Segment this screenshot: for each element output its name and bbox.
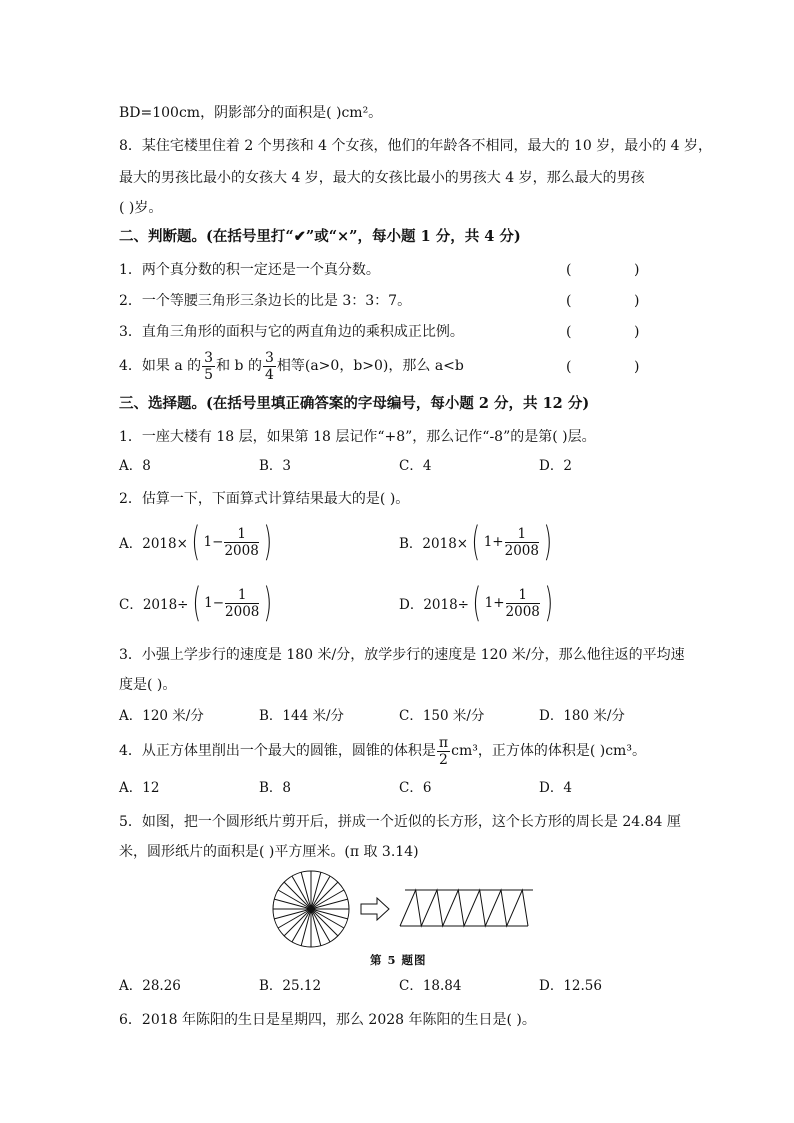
answer-paren-open: (: [566, 293, 572, 309]
answer-paren-open: (: [566, 324, 572, 340]
rearranged-rectangle-icon: [400, 890, 533, 926]
denominator: 2: [439, 751, 448, 768]
judge-q4: [119, 348, 464, 384]
choice-q3-line-1: 3．小强上学步行的速度是 180 米/分，放学步行的速度是 120 米/分，那么他往返的平均速: [119, 647, 685, 663]
denominator: 2008: [504, 542, 539, 559]
option-a: A．120 米/分: [119, 708, 204, 724]
fraction: [225, 587, 259, 620]
option-d: D．4: [539, 780, 572, 796]
judge-q4-suffix: 相等(a>0，b>0)，那么 a<b: [276, 358, 464, 374]
option-a: A．12: [119, 780, 160, 796]
judge-q1: 1．两个真分数的积一定还是一个真分数。: [119, 262, 380, 278]
numerator: 1: [506, 587, 540, 604]
judge-q4-prefix: 4．如果 a 的: [119, 358, 202, 374]
numerator: 1: [225, 587, 259, 604]
choice-q6: 6．2018 年陈阳的生日是星期四，那么 2028 年陈阳的生日是( )。: [119, 1012, 536, 1028]
option-c: C．6: [399, 780, 432, 796]
section-2-title: 二、判断题。(在括号里打“✔”或“×”，每小题 1 分，共 4 分): [119, 228, 521, 245]
denominator: 4: [264, 366, 274, 383]
choice-q1: 1．一座大楼有 18 层，如果第 18 层记作“+8”，那么记作“-8”的是第( )层。: [119, 429, 596, 445]
right-paren: ): [263, 580, 273, 626]
numerator: 1: [224, 526, 258, 543]
fraction: [505, 526, 539, 559]
right-paren: ): [263, 519, 272, 565]
choice-q3-line-2: 度是( )。: [119, 677, 177, 693]
choice-q5-line-1: 5．如图，把一个圆形纸片剪开后，拼成一个近似的长方形，这个长方形的周长是 24.84 厘: [119, 814, 681, 830]
right-arrow-icon: [361, 898, 389, 920]
question-5-figure: [265, 868, 540, 950]
answer-paren-close: ): [634, 324, 640, 340]
option-label: C．2018÷: [119, 597, 189, 613]
option-d: D．180 米/分: [539, 708, 625, 724]
question-8-line-2: 最大的男孩比最小的女孩大 4 岁，最大的女孩比最小的男孩大 4 岁，那么最大的男孩: [119, 170, 645, 186]
option-a: A．28.26: [119, 978, 181, 994]
judge-q3: 3．直角三角形的面积与它的两直角边的乘积成正比例。: [119, 324, 464, 340]
option-b: B．8: [259, 780, 292, 796]
text-line: BD=100cm，阴影部分的面积是( )cm²。: [119, 105, 383, 121]
choice-q4-suffix: cm³，正方体的体积是( )cm³。: [451, 743, 646, 759]
choice-q2: 2．估算一下，下面算式计算结果最大的是( )。: [119, 491, 410, 507]
answer-paren-open: (: [566, 359, 572, 375]
choice-q4: [119, 733, 646, 769]
denominator: 2008: [505, 603, 540, 620]
option-a: A．8: [119, 458, 151, 474]
left-paren: (: [471, 519, 481, 565]
judge-q4-mid: 和 b 的: [216, 358, 262, 374]
denominator: 5: [204, 366, 214, 383]
option-d-expression: [399, 580, 556, 626]
option-a-expression: [119, 519, 275, 565]
option-b-expression: [399, 519, 556, 565]
numerator: 1: [505, 526, 539, 543]
answer-paren-close: ): [634, 262, 640, 278]
fraction: [202, 350, 215, 383]
option-d: D．12.56: [539, 978, 602, 994]
numerator: π: [438, 734, 449, 751]
denominator: 2008: [224, 542, 259, 559]
answer-paren-close: ): [634, 359, 640, 375]
option-b: B．144 米/分: [259, 708, 345, 724]
option-d: D．2: [539, 458, 572, 474]
option-b: B．25.12: [259, 978, 322, 994]
option-b: B．3: [259, 458, 292, 474]
fraction: [263, 350, 276, 383]
right-paren: ): [544, 580, 553, 626]
choice-q4-prefix: 4．从正方体里削出一个最大的圆锥，圆锥的体积是: [119, 743, 436, 759]
left-paren: (: [192, 580, 201, 626]
operator: 1−: [203, 534, 224, 550]
question-8-line-3: ( )岁。: [119, 200, 163, 216]
option-c: C．4: [399, 458, 432, 474]
option-c: C．150 米/分: [399, 708, 485, 724]
option-label: B．2018×: [399, 536, 469, 552]
option-c: C．18.84: [399, 978, 462, 994]
numerator: 3: [204, 349, 214, 366]
section-3-title: 三、选择题。(在括号里填正确答案的字母编号，每小题 2 分，共 12 分): [119, 395, 590, 412]
fraction: [224, 526, 258, 559]
option-c-expression: [119, 580, 276, 626]
question-8-line-1: 8．某住宅楼里住着 2 个男孩和 4 个女孩，他们的年龄各不相同，最大的 10 岁，最小的 4 岁，: [119, 138, 713, 154]
option-label: A．2018×: [119, 536, 188, 552]
left-paren: (: [191, 519, 201, 565]
right-paren: ): [543, 519, 553, 565]
judge-q2: 2．一个等腰三角形三条边长的比是 3：3：7。: [119, 293, 412, 309]
denominator: 2008: [225, 603, 260, 620]
operator: 1+: [483, 534, 504, 550]
fraction: [437, 735, 450, 768]
operator: 1−: [204, 595, 225, 611]
fraction: [506, 587, 540, 620]
numerator: 3: [264, 349, 274, 366]
circle-divided-icon: [273, 871, 349, 947]
option-label: D．2018÷: [399, 597, 469, 613]
answer-paren-open: (: [566, 262, 572, 278]
left-paren: (: [472, 580, 482, 626]
operator: 1+: [484, 595, 505, 611]
figure-caption: 第 5 题图: [370, 953, 427, 967]
answer-paren-close: ): [634, 293, 640, 309]
choice-q5-line-2: 米，圆形纸片的面积是( )平方厘米。(π 取 3.14): [119, 844, 419, 860]
